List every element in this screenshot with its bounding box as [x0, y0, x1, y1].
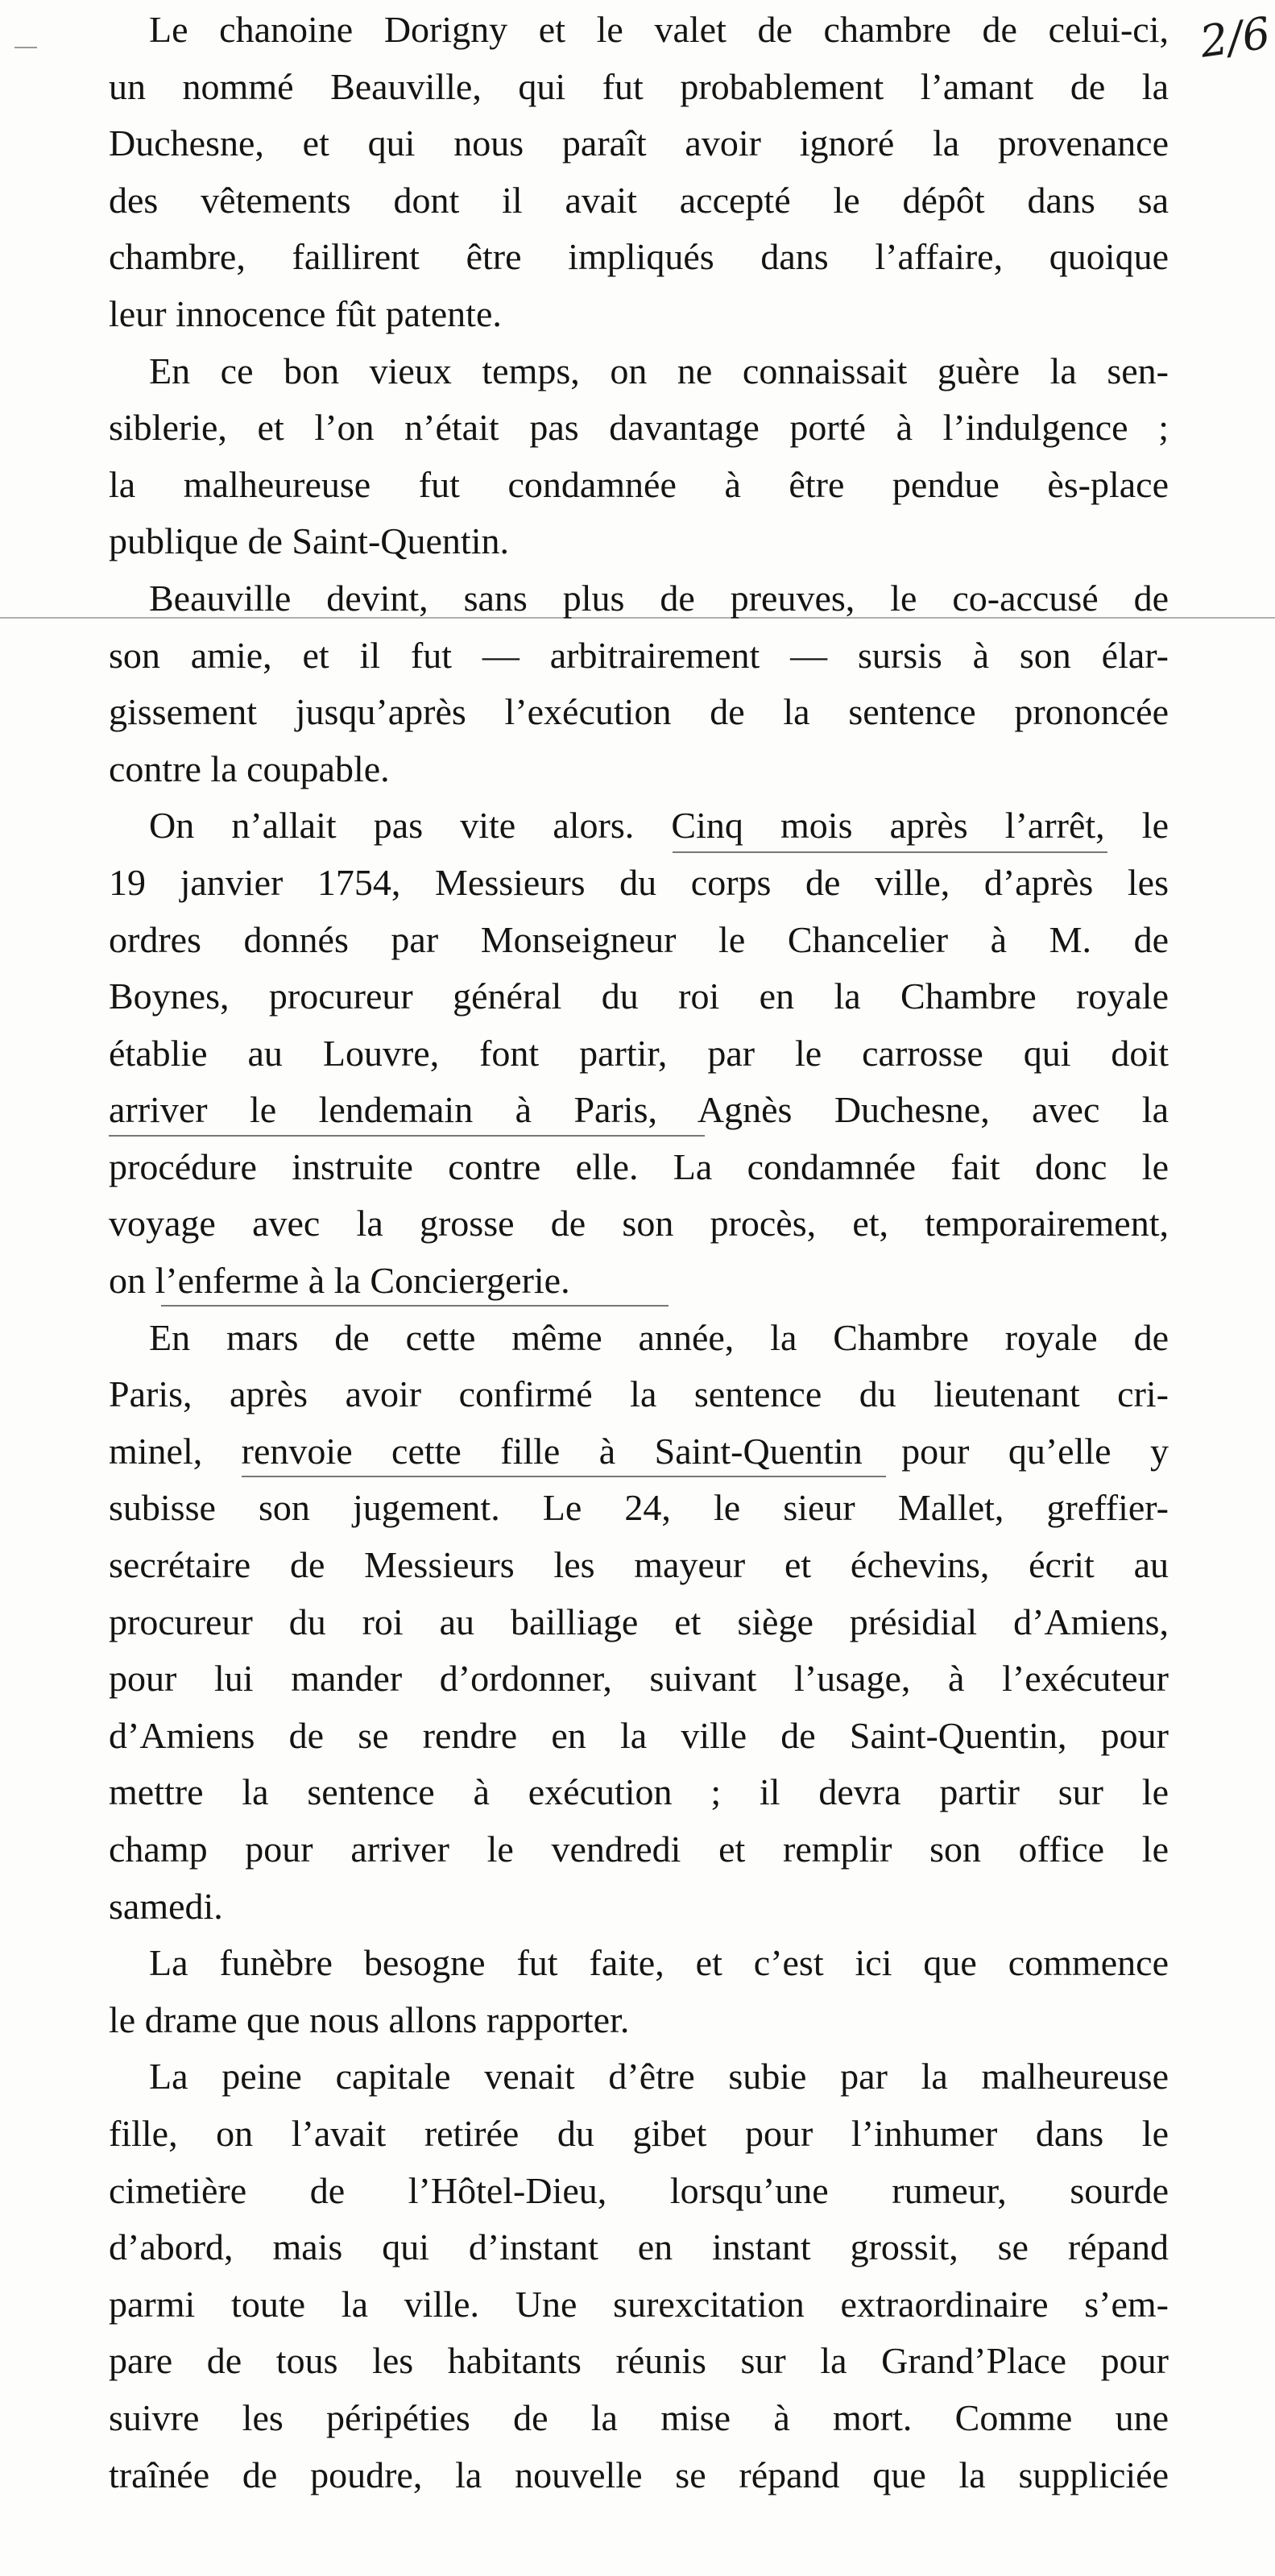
handwritten-page-mark: 2/6 [1197, 7, 1273, 68]
text-line: leur innocence fût patente. [109, 292, 502, 334]
text-line: minel, renvoie cette fille à Saint-Quentin pour qu’elle y [109, 1430, 1169, 1472]
text-line: En mars de cette même année, la Chambre royale de [149, 1316, 1169, 1358]
text-line: procureur du roi au bailliage et siège présidial d’Amiens, [109, 1601, 1169, 1642]
body-text [109, 2, 1169, 2504]
text-line: Le chanoine Dorigny et le valet de chambre de celui-ci, [149, 9, 1169, 50]
text-line: gissement jusqu’après l’exécution de la sentence prononcée [109, 691, 1169, 733]
text-line: Boynes, procureur général du roi en la Chambre royale [109, 975, 1169, 1017]
text-line: un nommé Beauville, qui fut probablement l’amant de la [109, 65, 1169, 107]
text-line: procédure instruite contre elle. La condamnée fait donc le [109, 1145, 1169, 1187]
text-line: En ce bon vieux temps, on ne connaissait guère la sen- [149, 350, 1169, 391]
text-line: Paris, après avoir confirmé la sentence du lieutenant cri- [109, 1373, 1169, 1415]
text-line: voyage avec la grosse de son procès, et, temporairement, [109, 1203, 1169, 1245]
text-line: d’abord, mais qui d’instant en instant grossit, se répand [109, 2226, 1169, 2268]
text-line: cimetière de l’Hôtel-Dieu, lorsqu’une rumeur, sourde [109, 2169, 1169, 2211]
text-line: le drame que nous allons rapporter. [109, 1998, 630, 2040]
text-line: ordres donnés par Monseigneur le Chancelier à M. de [109, 918, 1169, 960]
text-line: subisse son jugement. Le 24, le sieur Mallet, greffier- [109, 1487, 1169, 1529]
text-line: La funèbre besogne fut faite, et c’est ici que commence [149, 1942, 1169, 1984]
text-line: chambre, faillirent être impliqués dans l’affaire, quoique [109, 236, 1169, 278]
text-line: fille, on l’avait retirée du gibet pour l’inhumer dans le [109, 2112, 1169, 2154]
text-line: 19 janvier 1754, Messieurs du corps de ville, d’après les [109, 861, 1169, 903]
text-line: des vêtements dont il avait accepté le dépôt dans sa [109, 179, 1169, 221]
text-line: Duchesne, et qui nous paraît avoir ignoré la provenance [109, 122, 1169, 164]
text-line: champ pour arriver le vendredi et remplir son office le [109, 1828, 1169, 1870]
text-line: publique de Saint-Quentin. [109, 520, 509, 562]
margin-dash-mark [14, 47, 37, 48]
text-line: samedi. [109, 1885, 223, 1927]
text-line: pare de tous les habitants réunis sur la Grand’Place pour [109, 2340, 1169, 2382]
text-line: siblerie, et l’on n’était pas davantage porté à l’indulgence ; [109, 407, 1169, 449]
text-line: traînée de poudre, la nouvelle se répand que la suppliciée [109, 2454, 1169, 2495]
text-line: d’Amiens de se rendre en la ville de Saint-Quentin, pour [109, 1714, 1169, 1756]
text-line: mettre la sentence à exécution ; il devra partir sur le [109, 1771, 1169, 1813]
text-line: On n’allait pas vite alors. Cinq mois après l’arrêt, le [149, 805, 1169, 847]
text-line: suivre les péripéties de la mise à mort. Comme une [109, 2396, 1169, 2438]
text-line: Beauville devint, sans plus de preuves, le co-accusé de [149, 577, 1169, 619]
text-line: secrétaire de Messieurs les mayeur et échevins, écrit au [109, 1544, 1169, 1586]
text-line: pour lui mander d’ordonner, suivant l’usage, à l’exécuteur [109, 1658, 1169, 1700]
text-line: contre la coupable. [109, 748, 390, 789]
text-line: la malheureuse fut condamnée à être pendue ès-place [109, 463, 1169, 505]
text-line: établie au Louvre, font partir, par le carrosse qui doit [109, 1032, 1169, 1074]
text-line: parmi toute la ville. Une surexcitation extraordinaire s’em- [109, 2283, 1169, 2325]
text-line: son amie, et il fut — arbitrairement — sursis à son élar- [109, 634, 1169, 676]
text-line: on l’enferme à la Conciergerie. [109, 1260, 570, 1302]
text-line: La peine capitale venait d’être subie par la malheureuse [149, 2056, 1169, 2098]
text-line: arriver le lendemain à Paris, Agnès Duchesne, avec la [109, 1089, 1169, 1131]
